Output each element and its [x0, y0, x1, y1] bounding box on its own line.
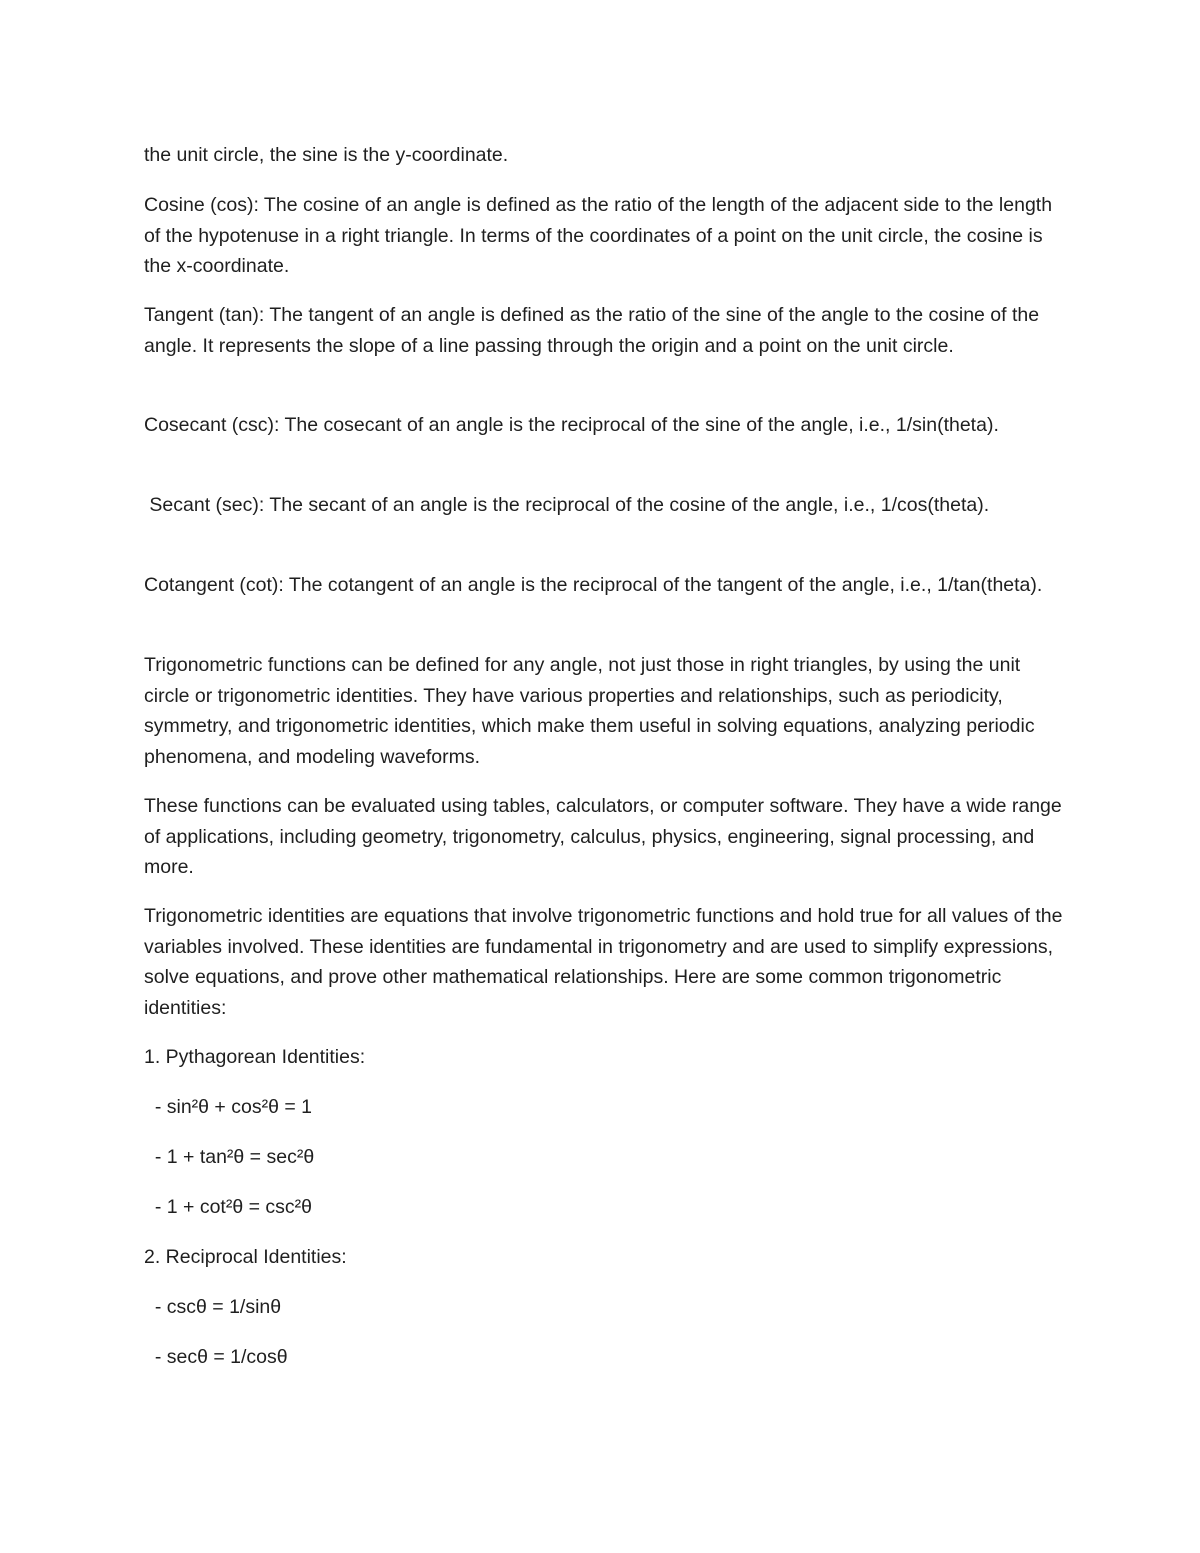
paragraph-tangent: Tangent (tan): The tangent of an angle is defined as the ratio of the sine of the angle to the cosine of the angle. It represents the slope of a line passing through the origin and a point on the unit circle.: [144, 304, 1040, 357]
identity-item: - 1 + cot²θ = csc²θ: [144, 1196, 312, 1218]
paragraph-cosecant: Cosecant (csc): The cosecant of an angle is the reciprocal of the sine of the angle, i.e., 1/sin(theta).: [144, 414, 999, 436]
identity-item: - sin²θ + cos²θ = 1: [144, 1096, 312, 1118]
paragraph-cosine: Cosine (cos): The cosine of an angle is defined as the ratio of the length of the adjacent side to the length of the hypotenuse in a right triangle. In terms of the coordinates of a point on the unit circle, the cosine is the x-coordinate.: [144, 194, 1053, 277]
paragraph-identities-intro: Trigonometric identities are equations that involve trigonometric functions and hold true for all values of the variables involved. These identities are fundamental in trigonometry and are used to simplify expressions, solve equations, and prove other mathematical relationships. Here are some common trigonometric identities:: [144, 905, 1063, 1019]
paragraph-trig-functions: Trigonometric functions can be defined for any angle, not just those in right triangles, by using the unit circle or trigonometric identities. They have various properties and relationships, such as periodicity, symmetry, and trigonometric identities, which make them useful in solving equations, analyzing periodic phenomena, and modeling waveforms.: [144, 654, 1035, 768]
identity-item: - cscθ = 1/sinθ: [144, 1296, 282, 1318]
heading-reciprocal-identities: 2. Reciprocal Identities:: [144, 1246, 347, 1268]
identity-item: - secθ = 1/cosθ: [144, 1346, 288, 1368]
identity-item: - 1 + tan²θ = sec²θ: [144, 1146, 315, 1168]
heading-pythagorean-identities: 1. Pythagorean Identities:: [144, 1046, 366, 1068]
paragraph-sine-continuation: the unit circle, the sine is the y-coordinate.: [144, 144, 509, 166]
paragraph-secant: Secant (sec): The secant of an angle is the reciprocal of the cosine of the angle, i.e., 1/cos(theta).: [144, 494, 990, 516]
paragraph-cotangent: Cotangent (cot): The cotangent of an angle is the reciprocal of the tangent of the angle, i.e., 1/tan(theta).: [144, 574, 1043, 596]
paragraph-evaluation: These functions can be evaluated using tables, calculators, or computer software. They have a wide range of applications, including geometry, trigonometry, calculus, physics, engineering, signal processing, and more.: [144, 795, 1062, 878]
